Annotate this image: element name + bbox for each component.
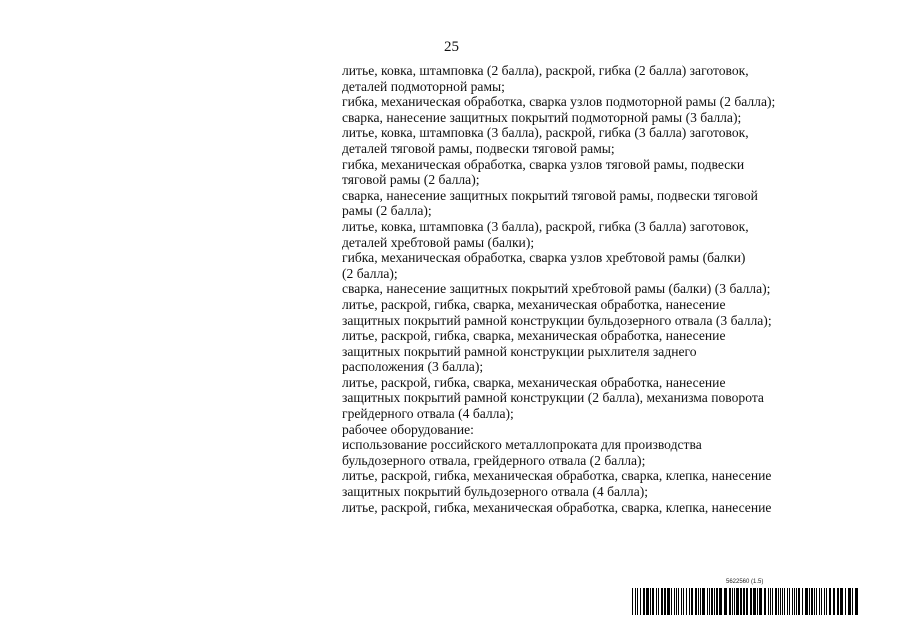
text-line: литье, раскрой, гибка, сварка, механическая обработка, нанесение bbox=[342, 296, 726, 312]
barcode-bar bbox=[778, 588, 779, 615]
barcode-bar bbox=[689, 588, 690, 615]
barcode-bar bbox=[837, 588, 839, 615]
barcode-bar bbox=[759, 588, 762, 615]
text-line: грейдерного отвала (4 балла); bbox=[342, 406, 514, 422]
barcode-bar bbox=[661, 588, 663, 615]
barcode-bar bbox=[845, 588, 846, 615]
barcode-bar bbox=[695, 588, 697, 615]
barcode-bar bbox=[787, 588, 788, 615]
barcode-bar bbox=[678, 588, 679, 615]
barcode-bar bbox=[764, 588, 766, 615]
text-line: тяговой рамы (2 балла); bbox=[342, 172, 480, 188]
barcode-bar bbox=[632, 588, 633, 615]
barcode-bar bbox=[691, 588, 693, 615]
text-line: литье, раскрой, гибка, механическая обработка, сварка, клепка, нанесение bbox=[342, 499, 772, 515]
barcode-bar bbox=[772, 588, 773, 615]
barcode-bar bbox=[743, 588, 745, 615]
barcode-bar bbox=[796, 588, 797, 615]
text-line: расположения (3 балла); bbox=[342, 359, 484, 375]
text-line: литье, раскрой, гибка, сварка, механическая обработка, нанесение bbox=[342, 328, 726, 344]
text-line: защитных покрытий рамной конструкции рыхлителя заднего bbox=[342, 343, 697, 359]
barcode-bar bbox=[809, 588, 810, 615]
barcode-bar bbox=[819, 588, 820, 615]
barcode-bar bbox=[656, 588, 657, 615]
barcode-bar bbox=[746, 588, 748, 615]
barcode-bar bbox=[757, 588, 758, 615]
barcode-bar bbox=[816, 588, 817, 615]
barcode-bar bbox=[674, 588, 675, 615]
barcode-bar bbox=[698, 588, 699, 615]
barcode-bar bbox=[768, 588, 769, 615]
barcode-bar bbox=[734, 588, 735, 615]
barcode-bar bbox=[711, 588, 713, 615]
barcode-bar bbox=[824, 588, 825, 615]
barcode-bar bbox=[811, 588, 813, 615]
text-line: защитных покрытий рамной конструкции бульдозерного отвала (3 балла); bbox=[342, 312, 772, 328]
barcode-bar bbox=[740, 588, 742, 615]
barcode-bars bbox=[632, 588, 858, 615]
barcode-bar bbox=[736, 588, 739, 615]
barcode-bar bbox=[681, 588, 682, 615]
text-line: рабочее оборудование: bbox=[342, 421, 474, 437]
text-line: деталей хребтовой рамы (балки); bbox=[342, 234, 535, 250]
barcode-bar bbox=[716, 588, 718, 615]
barcode-bar bbox=[637, 588, 638, 615]
barcode-bar bbox=[709, 588, 710, 615]
text-line: литье, раскрой, гибка, сварка, механическая обработка, нанесение bbox=[342, 374, 726, 390]
barcode-bar bbox=[855, 588, 858, 615]
text-line: сварка, нанесение защитных покрытий подмоторной рамы (3 балла); bbox=[342, 109, 742, 125]
barcode-bar bbox=[789, 588, 790, 615]
barcode-caption: 5622560 (1.5) bbox=[726, 579, 764, 585]
barcode-bar bbox=[652, 588, 654, 615]
barcode-bar bbox=[671, 588, 672, 615]
barcode-bar bbox=[635, 588, 636, 615]
text-line: гибка, механическая обработка, сварка узлов хребтовой рамы (балки) bbox=[342, 250, 746, 266]
text-line: литье, ковка, штамповка (2 балла), раскрой, гибка (2 балла) заготовок, bbox=[342, 63, 749, 78]
barcode-bar bbox=[821, 588, 822, 615]
barcode-bar bbox=[658, 588, 659, 615]
barcode-bar bbox=[714, 588, 715, 615]
barcode-bar bbox=[650, 588, 651, 615]
barcode-bar bbox=[729, 588, 731, 615]
barcode-bar bbox=[724, 588, 727, 615]
barcode-bar bbox=[707, 588, 708, 615]
barcode-bar bbox=[829, 588, 831, 615]
barcode-bar bbox=[732, 588, 733, 615]
barcode-bar bbox=[792, 588, 793, 615]
body-text bbox=[342, 63, 842, 515]
text-line: защитных покрытий бульдозерного отвала (4 балла); bbox=[342, 484, 649, 500]
text-line: литье, раскрой, гибка, механическая обработка, сварка, клепка, нанесение bbox=[342, 468, 772, 484]
barcode-bar bbox=[784, 588, 785, 615]
text-line: рамы (2 балла); bbox=[342, 203, 432, 219]
barcode-bar bbox=[826, 588, 827, 615]
text-line: литье, ковка, штамповка (3 балла), раскрой, гибка (3 балла) заготовок, bbox=[342, 218, 749, 234]
barcode-bar bbox=[664, 588, 666, 615]
text-line: сварка, нанесение защитных покрытий хребтовой рамы (балки) (3 балла); bbox=[342, 281, 771, 297]
barcode-bar bbox=[798, 588, 800, 615]
page-number: 25 bbox=[444, 39, 459, 55]
barcode-bar bbox=[770, 588, 771, 615]
barcode-bar bbox=[753, 588, 756, 615]
barcode-bar bbox=[683, 588, 684, 615]
text-line: гибка, механическая обработка, сварка узлов подмоторной рамы (2 балла); bbox=[342, 94, 776, 110]
text-line: бульдозерного отвала, грейдерного отвала (2 балла); bbox=[342, 452, 646, 468]
barcode-bar bbox=[840, 588, 843, 615]
barcode-bar bbox=[667, 588, 670, 615]
text-line: литье, ковка, штамповка (3 балла), раскрой, гибка (3 балла) заготовок, bbox=[342, 125, 749, 141]
text-line: деталей подмоторной рамы; bbox=[342, 78, 505, 94]
barcode-bar bbox=[702, 588, 705, 615]
barcode-bar bbox=[805, 588, 808, 615]
text-line: гибка, механическая обработка, сварка узлов тяговой рамы, подвески bbox=[342, 156, 745, 172]
barcode-bar bbox=[775, 588, 777, 615]
barcode-bar bbox=[814, 588, 815, 615]
barcode-bar bbox=[646, 588, 649, 615]
barcode-bar bbox=[700, 588, 701, 615]
barcode-bar bbox=[719, 588, 722, 615]
text-line: деталей тяговой рамы, подвески тяговой рамы; bbox=[342, 140, 615, 156]
barcode-bar bbox=[848, 588, 851, 615]
barcode-bar bbox=[782, 588, 783, 615]
barcode-bar bbox=[833, 588, 835, 615]
barcode bbox=[632, 579, 858, 615]
barcode-bar bbox=[643, 588, 645, 615]
text-line: (2 балла); bbox=[342, 265, 398, 281]
barcode-bar bbox=[802, 588, 803, 615]
barcode-bar bbox=[794, 588, 795, 615]
barcode-bar bbox=[852, 588, 853, 615]
barcode-bar bbox=[780, 588, 781, 615]
text-line: сварка, нанесение защитных покрытий тяговой рамы, подвески тяговой bbox=[342, 187, 758, 203]
barcode-bar bbox=[750, 588, 752, 615]
text-line: защитных покрытий рамной конструкции (2 балла), механизма поворота bbox=[342, 390, 764, 406]
text-line: использование российского металлопроката для производства bbox=[342, 437, 702, 453]
barcode-bar bbox=[676, 588, 677, 615]
barcode-bar bbox=[686, 588, 687, 615]
barcode-bar bbox=[640, 588, 641, 615]
